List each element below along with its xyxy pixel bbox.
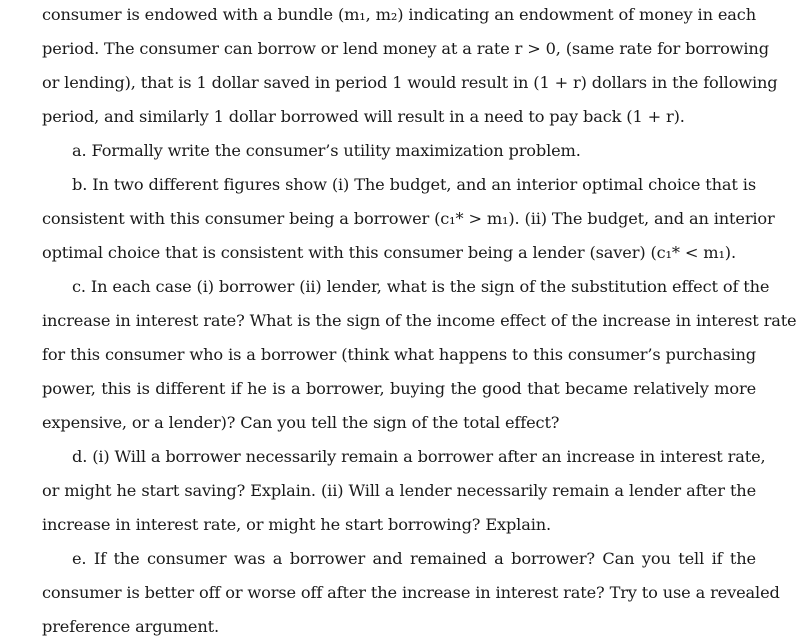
item-d-line-1: d. (i) Will a borrower necessarily remain a borrower after an increase in interest rate,: [72, 447, 766, 466]
item-a-line-1: a. Formally write the consumer’s utility maximization problem.: [72, 141, 581, 160]
text-line-1: consumer is endowed with a bundle (m₁, m₂) indicating an endowment of money in each: [42, 5, 756, 24]
text-line-3: or lending), that is 1 dollar saved in period 1 would result in (1 + r) dollars in the following: [42, 73, 778, 92]
item-d-line-2: or might he start saving? Explain. (ii) Will a lender necessarily remain a lender after the: [42, 481, 756, 500]
item-c-line-2: increase in interest rate? What is the sign of the income effect of the increase in interest rate: [42, 311, 797, 330]
item-b-line-1: b. In two different figures show (i) The budget, and an interior optimal choice that is: [72, 175, 756, 194]
item-d-line-3: increase in interest rate, or might he start borrowing? Explain.: [42, 515, 552, 534]
text-line-4: period, and similarly 1 dollar borrowed will result in a need to pay back (1 + r).: [42, 107, 685, 126]
item-e-line-1: e. If the consumer was a borrower and remained a borrower? Can you tell if the: [72, 549, 756, 568]
item-e-line-2: consumer is better off or worse off after the increase in interest rate? Try to use a revealed: [42, 583, 780, 602]
item-b-line-3: optimal choice that is consistent with this consumer being a lender (saver) (c₁* < m₁).: [42, 243, 736, 262]
item-c-line-5: expensive, or a lender)? Can you tell the sign of the total effect?: [42, 413, 560, 432]
item-b-line-2: consistent with this consumer being a borrower (c₁* > m₁). (ii) The budget, and an interior: [42, 209, 775, 228]
text-line-2: period. The consumer can borrow or lend money at a rate r > 0, (same rate for borrowing: [42, 39, 769, 58]
item-c-line-3: for this consumer who is a borrower (think what happens to this consumer’s purchasing: [42, 345, 756, 364]
item-e-line-3: preference argument.: [42, 617, 219, 636]
item-c-line-4: power, this is different if he is a borrower, buying the good that became relatively more: [42, 379, 756, 398]
item-c-line-1: c. In each case (i) borrower (ii) lender, what is the sign of the substitution effect of the: [72, 277, 770, 296]
